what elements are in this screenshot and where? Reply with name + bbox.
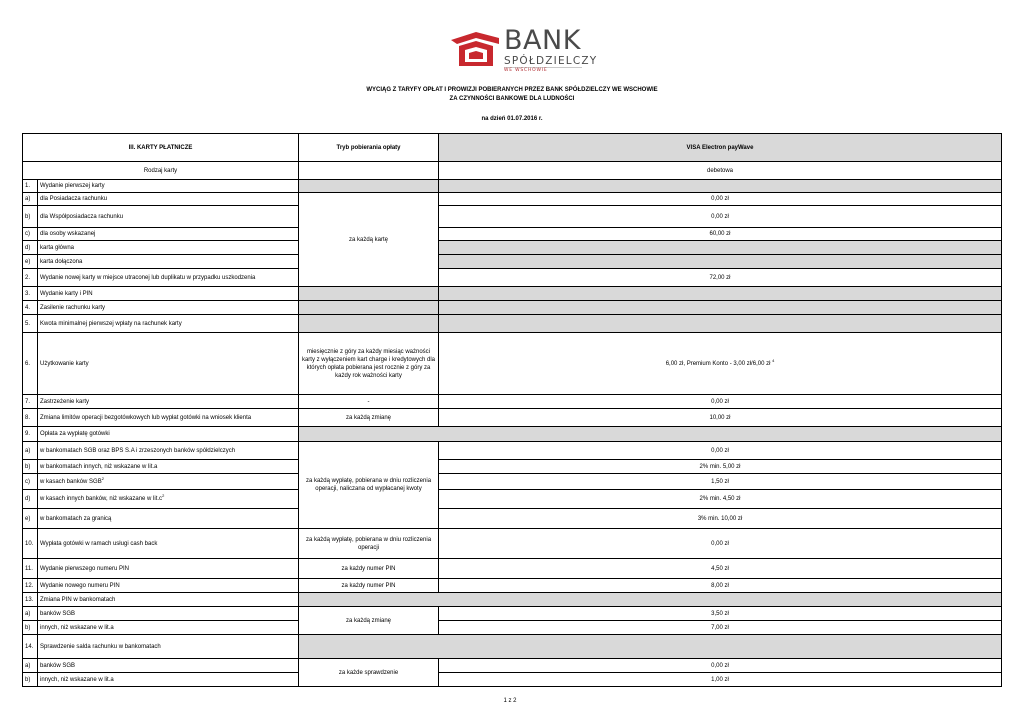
row-number: 4. <box>23 301 38 315</box>
row-number: a) <box>23 607 38 621</box>
row-label-text: w kasach banków SGB <box>40 478 102 485</box>
header-card: VISA Electron payWave <box>439 134 1002 162</box>
row-value <box>439 241 1002 255</box>
row-mode <box>299 315 439 333</box>
row-value: 3% min. 10,00 zł <box>439 509 1002 529</box>
row-number: 2. <box>23 269 38 287</box>
tariff-table <box>22 133 1002 687</box>
row-label: Wydanie pierwszej karty <box>38 180 299 193</box>
row-number: 7. <box>23 395 38 409</box>
row-mode <box>299 301 439 315</box>
card-type-mode <box>299 162 439 180</box>
row-value: 2% min. 4,50 zł <box>439 490 1002 509</box>
row-value <box>439 333 1002 395</box>
row-value-text: 6,00 zł, Premium Konto - 3,00 zł/6,00 zł <box>665 360 771 367</box>
row-label: Zmiana limitów operacji bezgotówkowych lub wypłat gotówki na wniosek klienta <box>38 409 299 427</box>
row-label-text: w kasach innych banków, niż wskazane w lit.c <box>40 496 163 502</box>
row-value: 10,00 zł <box>439 409 1002 427</box>
document-title-line-2: ZA CZYNNOŚCI BANKOWE DLA LUDNOŚCI <box>449 96 575 102</box>
table-row <box>23 559 1002 579</box>
table-row <box>23 287 1002 301</box>
row-number: c) <box>23 474 38 490</box>
table-row <box>23 409 1002 427</box>
table-row <box>23 269 1002 287</box>
row-number: a) <box>23 659 38 673</box>
row-value: 0,00 zł <box>439 659 1002 673</box>
row-number: a) <box>23 442 38 460</box>
row-value: 0,00 zł <box>439 395 1002 409</box>
table-row <box>23 427 1002 442</box>
row-label: Wydanie nowego numeru PIN <box>38 579 299 593</box>
table-row <box>23 193 1002 206</box>
document-date: na dzień 01.07.2016 r. <box>481 116 543 122</box>
row-value: 0,00 zł <box>439 529 1002 559</box>
row-value <box>439 315 1002 333</box>
row-value: 3,50 zł <box>439 607 1002 621</box>
row-value <box>439 255 1002 269</box>
row-value: 4,50 zł <box>439 559 1002 579</box>
row-number: 1. <box>23 180 38 193</box>
table-row <box>23 490 1002 509</box>
table-header-row <box>23 134 1002 162</box>
row-label: banków SGB <box>38 607 299 621</box>
row-value: 7,00 zł <box>439 621 1002 635</box>
row-value <box>299 635 1002 659</box>
row-value <box>439 287 1002 301</box>
table-row <box>23 206 1002 228</box>
table-row <box>23 255 1002 269</box>
card-type-value: debetowa <box>439 162 1002 180</box>
table-row <box>23 442 1002 460</box>
table-row <box>23 474 1002 490</box>
row-number: a) <box>23 193 38 206</box>
document-title-line-1: WYCIĄG Z TARYFY OPŁAT I PROWIZJI POBIERANYCH PRZEZ BANK SPÓŁDZIELCZY WE WSCHOWIE <box>366 87 658 93</box>
row-label: w bankomatach SGB oraz BPS S.A i zrzeszonych banków spółdzielczych <box>38 442 299 460</box>
row-mode: za każde sprawdzenie <box>299 659 439 687</box>
row-number: 14. <box>23 635 38 659</box>
row-mode: miesięcznie z góry za każdy miesiąc ważności karty z wyłączeniem kart charge i kredytowych dla których opłata pobierana jest rocznie z góry za każdy rok ważności karty <box>299 333 439 395</box>
row-number: 5. <box>23 315 38 333</box>
row-value: 1,50 zł <box>439 474 1002 490</box>
row-label: Sprawdzenie salda rachunku w bankomatach <box>38 635 299 659</box>
row-label: Wydanie karty i PIN <box>38 287 299 301</box>
row-mode: za każdą zmianę <box>299 409 439 427</box>
table-row <box>23 395 1002 409</box>
row-label: w bankomatach za granicą <box>38 509 299 529</box>
row-value <box>439 301 1002 315</box>
header-section: III. KARTY PŁATNICZE <box>23 134 299 162</box>
row-number: b) <box>23 206 38 228</box>
row-label: w bankomatach innych, niż wskazane w lit.a <box>38 460 299 474</box>
row-label: Użytkowanie karty <box>38 333 299 395</box>
row-label: karta główna <box>38 241 299 255</box>
row-number: c) <box>23 228 38 241</box>
header-mode: Tryb pobierania opłaty <box>299 134 439 162</box>
table-row <box>23 579 1002 593</box>
row-label: Wydanie nowej karty w miejsce utraconej lub duplikatu w przypadku uszkodzenia <box>38 269 299 287</box>
row-mode: za każdą wypłatę, pobierana w dniu rozliczenia operacji <box>299 529 439 559</box>
row-label <box>38 474 299 490</box>
row-label: dla Współposiadacza rachunku <box>38 206 299 228</box>
table-row <box>23 301 1002 315</box>
row-number: 9. <box>23 427 38 442</box>
table-row <box>23 162 1002 180</box>
table-row <box>23 228 1002 241</box>
logo-spoldzielczy-text: SPÓŁDZIELCZY <box>504 55 598 67</box>
row-value: 2% min. 5,00 zł <box>439 460 1002 474</box>
row-label: innych, niż wskazane w lit.a <box>38 673 299 687</box>
footnote-mark: 4 <box>772 357 775 363</box>
row-label: Zastrzeżenie karty <box>38 395 299 409</box>
table-row <box>23 180 1002 193</box>
row-value: 0,00 zł <box>439 193 1002 206</box>
row-number: 8. <box>23 409 38 427</box>
row-label: Zmiana PIN w bankomatach <box>38 593 299 607</box>
row-label <box>38 490 299 509</box>
bank-logo-emblem-icon <box>449 26 501 70</box>
row-number: e) <box>23 509 38 529</box>
row-number: 11. <box>23 559 38 579</box>
row-value <box>299 427 1002 442</box>
table-row <box>23 607 1002 621</box>
row-number: b) <box>23 621 38 635</box>
table-row <box>23 315 1002 333</box>
row-label: Wydanie pierwszego numeru PIN <box>38 559 299 579</box>
row-mode: - <box>299 395 439 409</box>
row-label: banków SGB <box>38 659 299 673</box>
card-type-label: Rodzaj karty <box>23 162 299 180</box>
row-value: 0,00 zł <box>439 442 1002 460</box>
row-label: Opłata za wypłatę gotówki <box>38 427 299 442</box>
row-number: e) <box>23 255 38 269</box>
row-label: dla osoby wskazanej <box>38 228 299 241</box>
row-number: 6. <box>23 333 38 395</box>
row-number: b) <box>23 673 38 687</box>
row-number: 12. <box>23 579 38 593</box>
row-mode: za każdą wypłatę, pobierana w dniu rozliczenia operacji, naliczana od wypłacanej kwoty <box>299 442 439 529</box>
row-label: Zasilenie rachunku karty <box>38 301 299 315</box>
row-number: 10. <box>23 529 38 559</box>
footnote-mark: 2 <box>101 475 104 481</box>
table-row <box>23 241 1002 255</box>
row-number: 3. <box>23 287 38 301</box>
row-mode: za każdą zmianę <box>299 607 439 635</box>
row-value: 72,00 zł <box>439 269 1002 287</box>
row-label: dla Posiadacza rachunku <box>38 193 299 206</box>
row-mode: za każdy numer PIN <box>299 579 439 593</box>
table-row <box>23 659 1002 673</box>
row-value <box>299 593 1002 607</box>
row-mode: za każdy numer PIN <box>299 559 439 579</box>
footnote-mark: 2 <box>162 493 165 498</box>
row-mode: za każdą kartę <box>299 193 439 287</box>
row-number: 13. <box>23 593 38 607</box>
row-label: karta dołączona <box>38 255 299 269</box>
table-row <box>23 593 1002 607</box>
row-number: b) <box>23 460 38 474</box>
table-row <box>23 509 1002 529</box>
table-row <box>23 460 1002 474</box>
table-row <box>23 673 1002 687</box>
row-label: Kwota minimalnej pierwszej wpłaty na rachunek karty <box>38 315 299 333</box>
row-value: 0,00 zł <box>439 206 1002 228</box>
row-number: d) <box>23 490 38 509</box>
row-label: Wypłata gotówki w ramach usługi cash back <box>38 529 299 559</box>
logo-bank-text: BANK <box>504 25 581 56</box>
row-number: d) <box>23 241 38 255</box>
row-value: 60,00 zł <box>439 228 1002 241</box>
bank-logo <box>449 25 598 78</box>
row-value: 8,00 zł <box>439 579 1002 593</box>
table-row <box>23 529 1002 559</box>
row-label: innych, niż wskazane w lit.a <box>38 621 299 635</box>
row-value: 1,00 zł <box>439 673 1002 687</box>
table-row <box>23 635 1002 659</box>
logo-wschowie-text: WE WSCHOWIE <box>504 68 548 73</box>
row-mode <box>299 180 439 193</box>
page-number: 1 z 2 <box>503 698 517 704</box>
table-row <box>23 621 1002 635</box>
row-mode <box>299 287 439 301</box>
table-row <box>23 333 1002 395</box>
row-value <box>439 180 1002 193</box>
